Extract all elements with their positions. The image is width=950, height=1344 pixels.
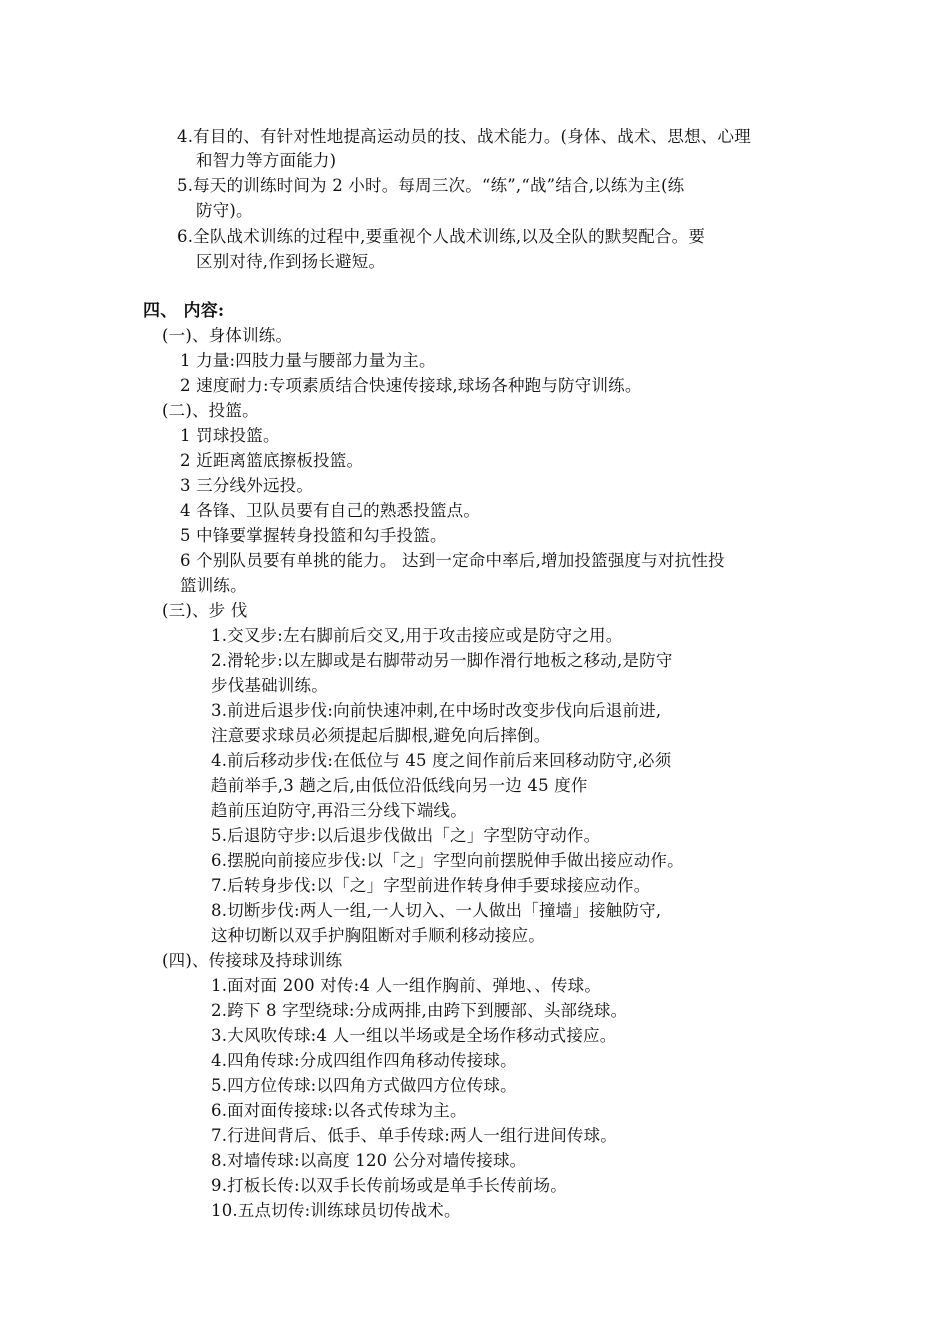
passing-item-3: 3.大风吹传球:4 人一组以半场或是全场作移动式接应。 [211,1026,617,1045]
footwork-item-4-cont: 趋前举手,3 趟之后,由低位沿低线向另一边 45 度作 [211,776,588,795]
subsection-title-shooting: (二)、投篮。 [162,401,259,420]
passing-item-9: 9.打板长传:以双手长传前场或是单手长传前场。 [211,1176,567,1195]
footwork-item-5: 5.后退防守步:以后退步伐做出「之」字型防守动作。 [211,826,601,845]
goal-item-5: 5.每天的训练时间为 2 小时。每周三次。“练”,“战”结合,以练为主(练 [177,176,685,195]
shooting-item-6: 6 个别队员要有单挑的能力。 达到一定命中率后,增加投篮强度与对抗性投 [180,551,725,570]
passing-item-8: 8.对墙传球:以高度 120 公分对墙传接球。 [211,1151,527,1170]
footwork-item-3-cont: 注意要求球员必须提起后脚根,避免向后摔倒。 [211,726,551,745]
physical-item-2: 2 速度耐力:专项素质结合快速传接球,球场各种跑与防守训练。 [180,376,642,395]
footwork-item-2: 2.滑轮步:以左脚或是右脚带动另一脚作滑行地板之移动,是防守 [211,651,673,670]
subsection-title-passing: (四)、传接球及持球训练 [162,951,343,970]
footwork-item-4: 4.前后移动步伐:在低位与 45 度之间作前后来回移动防守,必须 [211,751,672,770]
shooting-item-2: 2 近距离篮底擦板投篮。 [180,451,364,470]
shooting-item-3: 3 三分线外远投。 [180,476,314,495]
goal-item-4: 4.有目的、有针对性地提高运动员的技、战术能力。(身体、战术、思想、心理 [177,127,751,146]
physical-item-1: 1 力量:四肢力量与腰部力量为主。 [180,351,436,370]
passing-item-7: 7.行进间背后、低手、单手传球:两人一组行进间传球。 [211,1126,618,1145]
goal-item-4-cont: 和智力等方面能力) [196,151,337,170]
section-heading-content: 四、 内容: [143,301,225,321]
footwork-item-7: 7.后转身步伐:以「之」字型前进作转身伸手要球接应动作。 [211,876,651,895]
shooting-item-1: 1 罚球投篮。 [180,426,280,445]
footwork-item-8: 8.切断步伐:两人一组,一人切入、一人做出「撞墙」接触防守, [211,901,662,920]
footwork-item-8-cont: 这种切断以双手护胸阻断对手顺利移动接应。 [211,926,545,945]
goal-item-6: 6.全队战术训练的过程中,要重视个人战术训练,以及全队的默契配合。要 [177,227,706,246]
subsection-title-footwork: (三)、步 伐 [162,601,248,620]
footwork-item-1: 1.交叉步:左右脚前后交叉,用于攻击接应或是防守之用。 [211,626,623,645]
goal-item-5-cont: 防守)。 [196,201,253,220]
footwork-item-2-cont: 步伐基础训练。 [211,676,328,695]
footwork-item-6: 6.摆脱向前接应步伐:以「之」字型向前摆脱伸手做出接应动作。 [211,851,684,870]
subsection-title-physical: (一)、身体训练。 [162,326,293,345]
passing-item-4: 4.四角传球:分成四组作四角移动传接球。 [211,1051,517,1070]
footwork-item-4-cont2: 趋前压迫防守,再沿三分线下端线。 [211,801,467,820]
shooting-item-4: 4 各锋、卫队员要有自己的熟悉投篮点。 [180,501,481,520]
shooting-item-5: 5 中锋要掌握转身投篮和勾手投篮。 [180,526,447,545]
footwork-item-3: 3.前进后退步伐:向前快速冲刺,在中场时改变步伐向后退前进, [211,701,662,720]
passing-item-10: 10.五点切传:训练球员切传战术。 [211,1201,461,1220]
passing-item-2: 2.跨下 8 字型绕球:分成两排,由跨下到腰部、头部绕球。 [211,1001,628,1020]
passing-item-6: 6.面对面传接球:以各式传球为主。 [211,1101,467,1120]
goal-item-6-cont: 区别对待,作到扬长避短。 [196,252,386,271]
passing-item-5: 5.四方位传球:以四角方式做四方位传球。 [211,1076,517,1095]
passing-item-1: 1.面对面 200 对传:4 人一组作胸前、弹地、、传球。 [211,976,602,995]
shooting-item-6-cont: 篮训练。 [180,576,247,595]
